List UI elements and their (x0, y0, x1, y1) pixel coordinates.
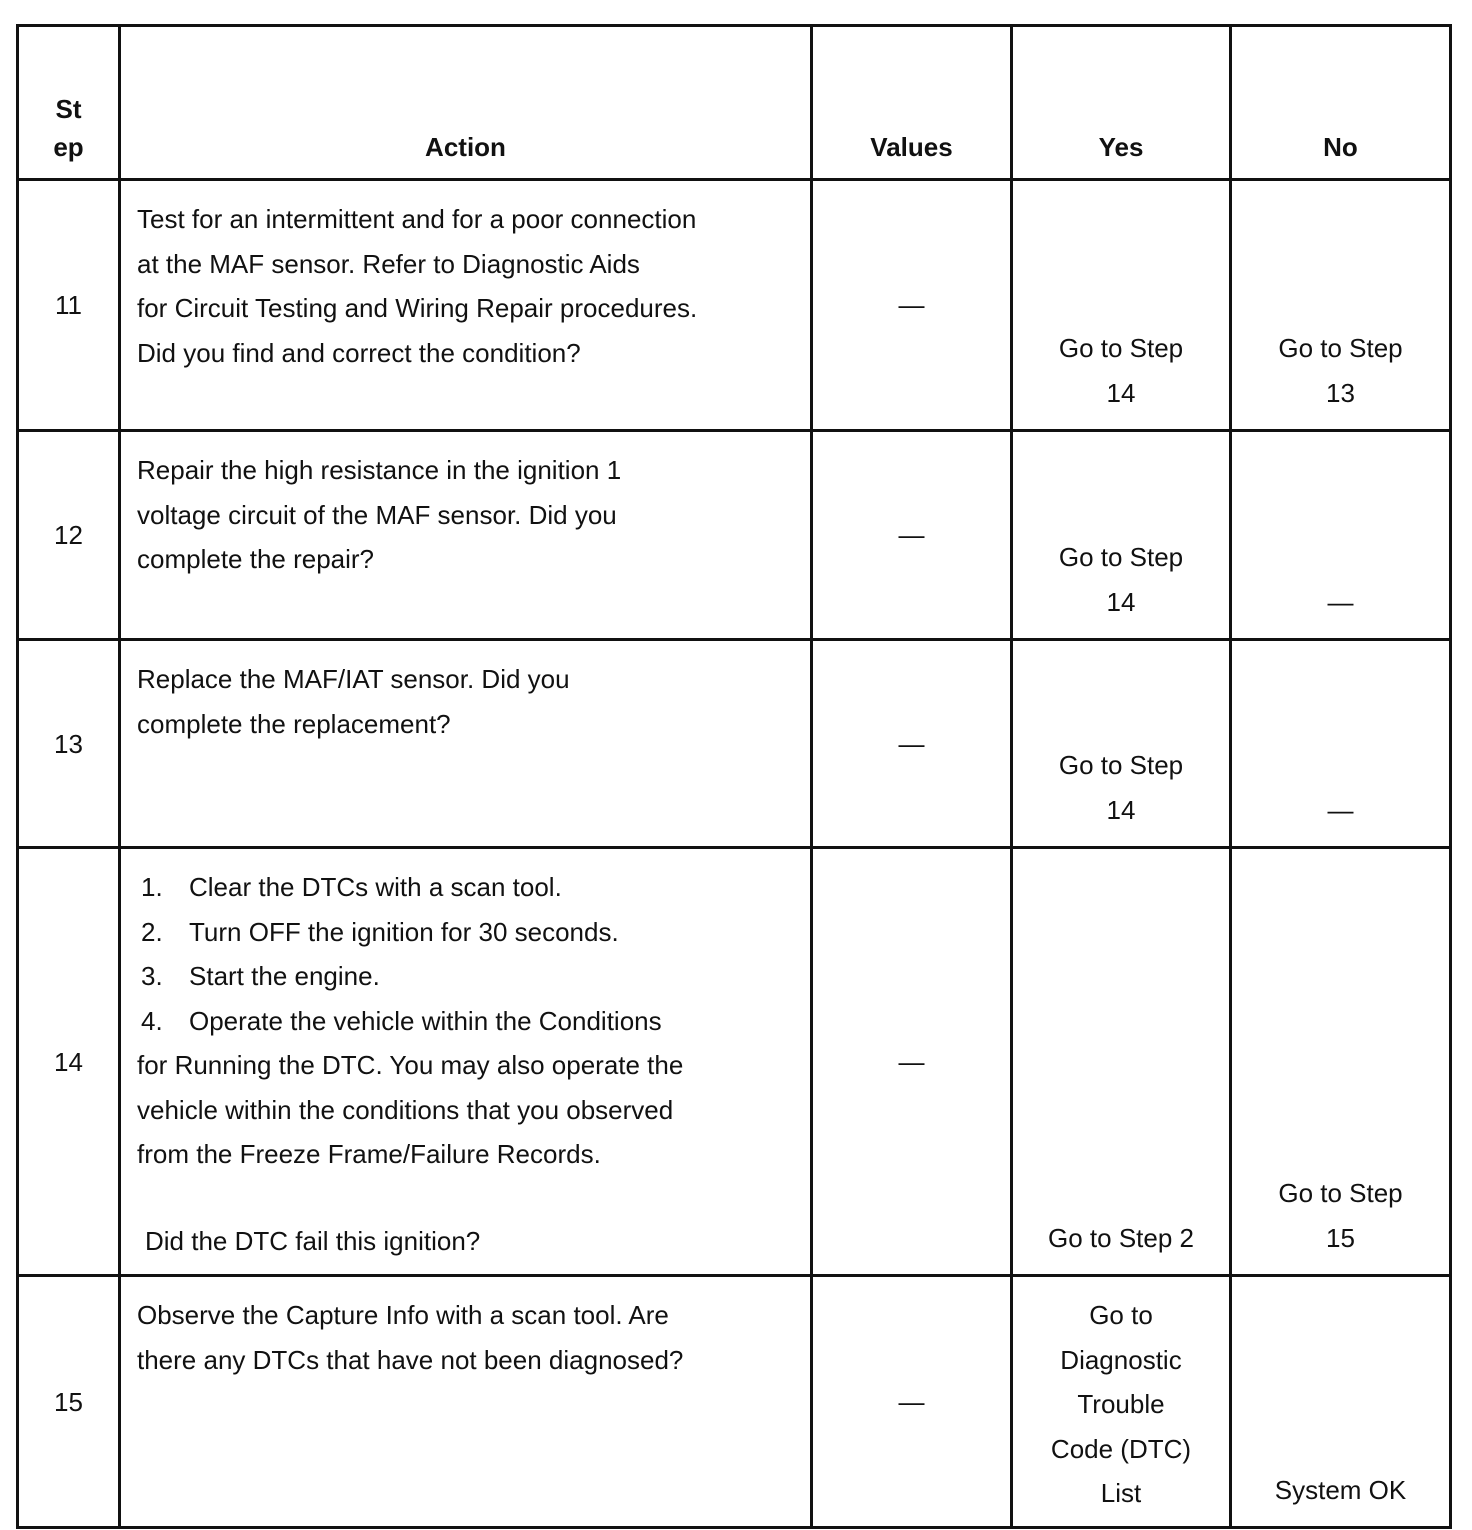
values-cell (812, 431, 1012, 640)
yes-text: Go to Step 14 (1058, 542, 1184, 617)
step-number: 12 (54, 520, 83, 550)
values-cell (812, 640, 1012, 848)
no-cell (1231, 640, 1451, 848)
yes-cell (1012, 431, 1231, 640)
header-values: Values (812, 26, 1012, 180)
step-cell (18, 848, 120, 1276)
action-cell (120, 180, 812, 431)
table-row (18, 180, 1451, 431)
diagnostic-table (16, 24, 1454, 1529)
step-cell (18, 1276, 120, 1528)
action-cell (120, 431, 812, 640)
step-number: 13 (54, 728, 83, 759)
value-text: — (898, 519, 925, 550)
action-text: Test for an intermittent and for a poor connection at the MAF sensor. Refer to Diagnostic Aids for Circuit Testing and Wiring Repair procedures. Did you find and correct the condition? (137, 204, 698, 368)
continuation-text: for Running the DTC. You may also operate the vehicle within the conditions that you observed from the Freeze Frame/Failure Records. (137, 1050, 684, 1169)
no-cell (1231, 431, 1451, 640)
table-row (18, 848, 1451, 1276)
value-text: — (898, 727, 925, 758)
list-text: Turn OFF the ignition for 30 seconds. (189, 916, 619, 947)
step-number: 14 (54, 1046, 83, 1077)
yes-text: Go to Diagnostic Trouble Code (DTC) List (1050, 1300, 1192, 1508)
yes-text: Go to Step 14 (1058, 750, 1184, 825)
list-item (137, 954, 810, 999)
list-number: 1. (141, 872, 163, 902)
action-cell (120, 1276, 812, 1528)
table-row (18, 431, 1451, 640)
header-yes: Yes (1012, 26, 1231, 180)
action-cell (120, 848, 812, 1276)
yes-cell (1012, 848, 1231, 1276)
values-cell (812, 1276, 1012, 1528)
no-text: System OK (1274, 1474, 1407, 1505)
header-step: St ep (18, 26, 120, 180)
value-text: — (898, 289, 925, 320)
list-text: Start the engine. (189, 961, 380, 991)
action-text: Repair the high resistance in the ignition 1 voltage circuit of the MAF sensor. Did you complete the repair? (137, 455, 622, 574)
value-text: — (898, 1385, 925, 1416)
header-no: No (1231, 26, 1451, 180)
step-number: 15 (54, 1386, 83, 1417)
no-cell (1231, 1276, 1451, 1528)
list-item (137, 910, 810, 955)
no-text: Go to Step 15 (1278, 1178, 1403, 1253)
no-text: Go to Step 13 (1278, 333, 1403, 408)
list-number: 2. (141, 916, 163, 947)
values-cell (812, 180, 1012, 431)
no-cell (1231, 180, 1451, 431)
action-text: Replace the MAF/IAT sensor. Did you complete the replacement? (137, 664, 570, 739)
list-number: 4. (141, 1005, 163, 1036)
action-cell (120, 640, 812, 848)
question-text: Did the DTC fail this ignition? (145, 1225, 481, 1256)
table-row (18, 1276, 1451, 1528)
action-text: Observe the Capture Info with a scan tool. Are there any DTCs that have not been diagnosed? (137, 1300, 684, 1375)
list-item (137, 865, 810, 910)
step-cell (18, 640, 120, 848)
values-cell (812, 848, 1012, 1276)
action-content (121, 849, 810, 1263)
step-cell (18, 180, 120, 431)
list-number: 3. (141, 961, 163, 991)
step-cell (18, 431, 120, 640)
yes-cell (1012, 1276, 1231, 1528)
header-row (18, 26, 1451, 180)
yes-cell (1012, 640, 1231, 848)
numbered-steps-list (137, 865, 810, 1043)
list-text: Operate the vehicle within the Conditions (189, 1005, 662, 1036)
no-text: — (1327, 586, 1354, 617)
yes-text: Go to Step 14 (1058, 333, 1184, 408)
no-cell (1231, 848, 1451, 1276)
step-number: 11 (55, 290, 82, 320)
yes-cell (1012, 180, 1231, 431)
table-row (18, 640, 1451, 848)
no-text: — (1327, 794, 1354, 825)
list-text: Clear the DTCs with a scan tool. (189, 872, 562, 902)
yes-text: Go to Step 2 (1048, 1222, 1194, 1253)
header-action: Action (120, 26, 812, 180)
value-text: — (898, 1045, 925, 1076)
list-item (137, 999, 810, 1044)
